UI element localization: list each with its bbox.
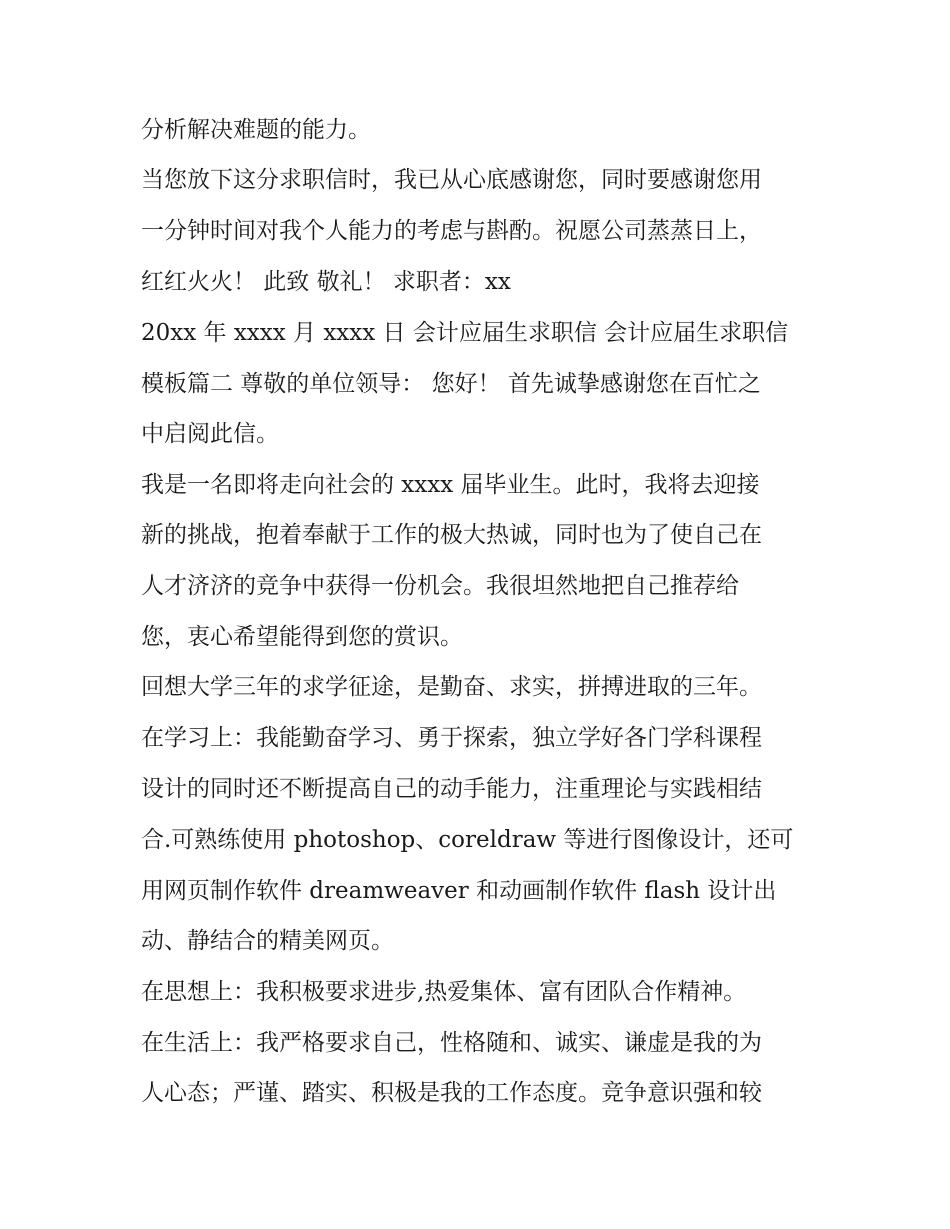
text-line: 当您放下这分求职信时，我已从心底感谢您，同时要感谢您用 — [141, 167, 762, 193]
text-line: 人心态；严谨、踏实、积极是我的工作态度。竞争意识强和较 — [141, 1080, 762, 1106]
text-line: 回想大学三年的求学征途，是勤奋、求实，拼搏进取的三年。 — [141, 674, 762, 700]
text-line: 您，衷心希望能得到您的赏识。 — [141, 624, 463, 650]
text-line: 用网页制作软件 dreamweaver 和动画制作软件 flash 设计出 — [141, 878, 777, 904]
text-line: 人才济济的竞争中获得一份机会。我很坦然地把自己推荐给 — [141, 573, 739, 599]
text-line: 动、静结合的精美网页。 — [141, 928, 394, 954]
text-line: 合.可熟练使用 photoshop、coreldraw 等进行图像设计，还可 — [141, 827, 794, 853]
text-line: 一分钟时间对我个人能力的考虑与斟酌。祝愿公司蒸蒸日上， — [141, 218, 762, 244]
text-line: 在思想上：我积极要求进步,热爱集体、富有团队合作精神。 — [141, 979, 747, 1005]
text-line: 模板篇二 尊敬的单位领导： 您好！ 首先诚挚感谢您在百忙之 — [141, 371, 761, 397]
text-line: 20xx 年 xxxx 月 xxxx 日 会计应届生求职信 会计应届生求职信 — [141, 320, 789, 346]
text-line: 新的挑战，抱着奉献于工作的极大热诚，同时也为了使自己在 — [141, 522, 762, 548]
text-line: 在学习上：我能勤奋学习、勇于探索，独立学好各门学科课程 — [141, 725, 762, 751]
text-line: 红红火火！ 此致 敬礼！ 求职者：xx — [141, 269, 511, 295]
text-line: 分析解决难题的能力。 — [141, 117, 371, 143]
text-line: 设计的同时还不断提高自己的动手能力，注重理论与实践相结 — [141, 776, 762, 802]
text-line: 我是一名即将走向社会的 xxxx 届毕业生。此时，我将去迎接 — [141, 472, 760, 498]
text-line: 在生活上：我严格要求自己，性格随和、诚实、谦虚是我的为 — [141, 1030, 762, 1056]
text-line: 中启阅此信。 — [141, 421, 279, 447]
